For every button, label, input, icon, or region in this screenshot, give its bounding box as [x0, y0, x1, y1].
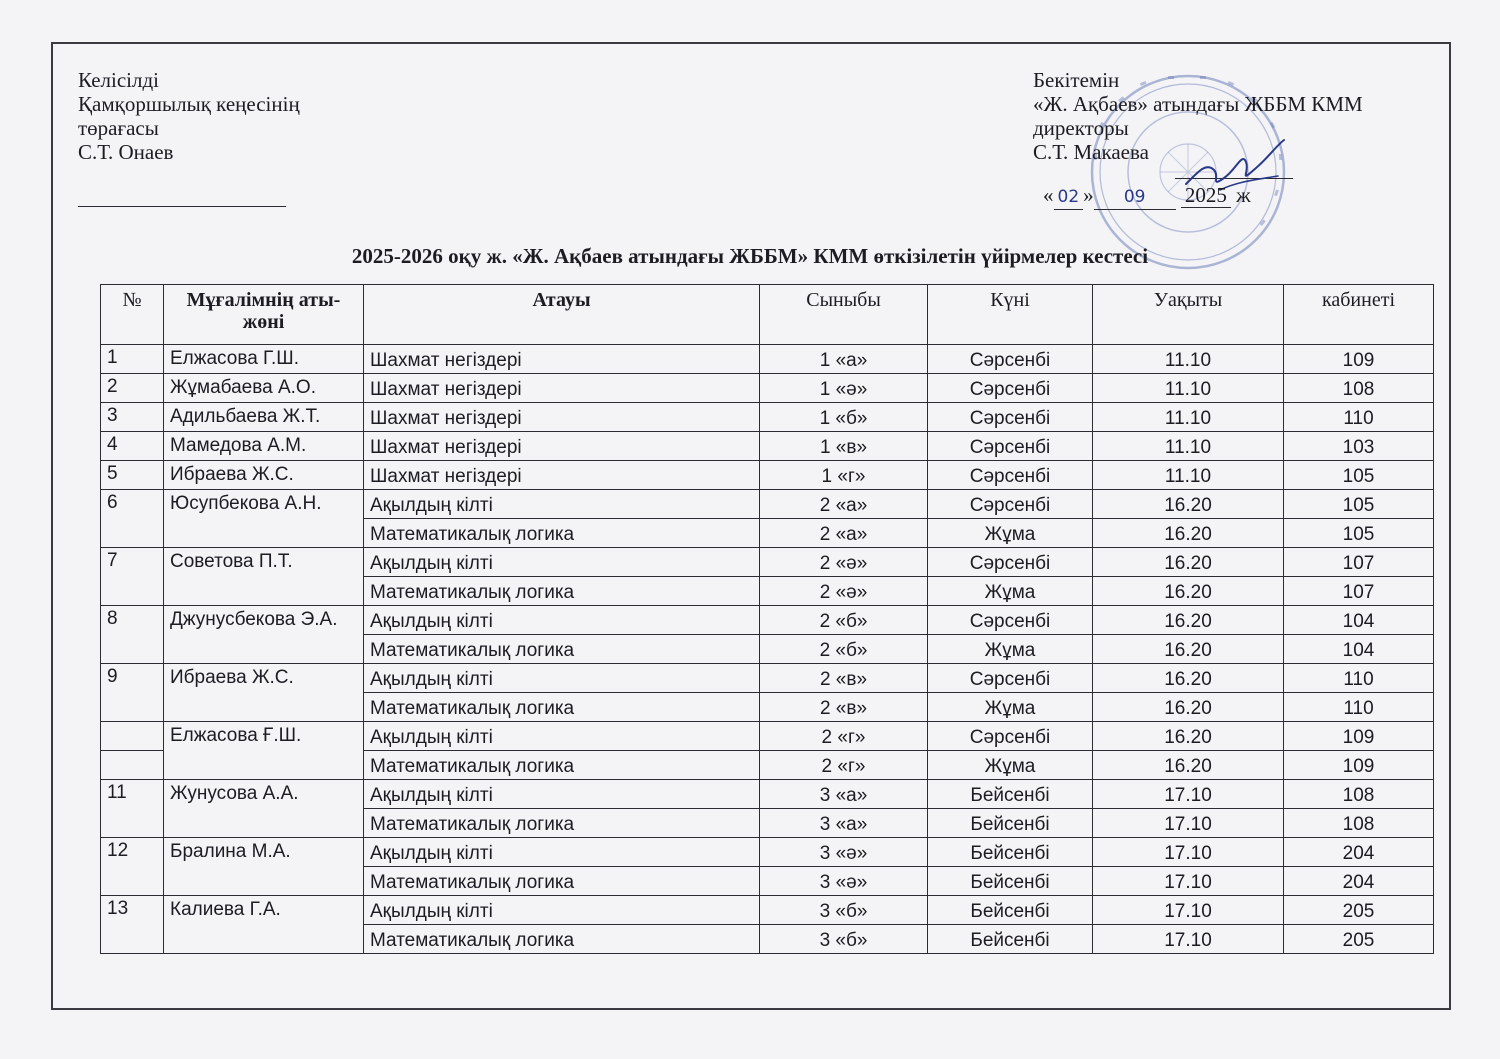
header-time: Уақыты	[1093, 285, 1284, 345]
cell-day: Бейсенбі	[928, 867, 1093, 896]
approval-right-line: Бекітемін	[1033, 68, 1120, 92]
cell-room: 110	[1284, 693, 1434, 722]
table-row	[101, 461, 1434, 490]
header-room: кабинеті	[1284, 285, 1434, 345]
cell-room: 107	[1284, 548, 1434, 577]
cell-day: Жұма	[928, 693, 1093, 722]
cell-time: 11.10	[1093, 432, 1284, 461]
cell-num: 1	[101, 345, 164, 374]
table-row	[101, 345, 1434, 374]
cell-num: 4	[101, 432, 164, 461]
cell-num: 7	[101, 548, 164, 606]
table-row	[101, 838, 1434, 867]
cell-time: 16.20	[1093, 577, 1284, 606]
cell-room: 104	[1284, 635, 1434, 664]
cell-time: 11.10	[1093, 461, 1284, 490]
date-close-quote: »	[1083, 183, 1094, 207]
table-row	[101, 374, 1434, 403]
cell-time: 16.20	[1093, 751, 1284, 780]
cell-room: 110	[1284, 664, 1434, 693]
cell-name: Ақылдың кілті	[364, 490, 760, 519]
cell-class: 2 «г»	[760, 751, 928, 780]
cell-day: Сәрсенбі	[928, 432, 1093, 461]
cell-day: Сәрсенбі	[928, 548, 1093, 577]
cell-name: Ақылдың кілті	[364, 838, 760, 867]
cell-name: Шахмат негіздері	[364, 345, 760, 374]
cell-day: Сәрсенбі	[928, 664, 1093, 693]
cell-teacher: Мамедова А.М.	[164, 432, 364, 461]
cell-class: 2 «в»	[760, 664, 928, 693]
approval-left-line: Қамқоршылық кеңесінің	[78, 92, 300, 116]
header-class: Сыныбы	[760, 285, 928, 345]
cell-class: 1 «ә»	[760, 374, 928, 403]
cell-name: Ақылдың кілті	[364, 606, 760, 635]
cell-name: Ақылдың кілті	[364, 722, 760, 751]
cell-name: Математикалық логика	[364, 867, 760, 896]
approval-left-block	[78, 68, 300, 164]
cell-time: 16.20	[1093, 519, 1284, 548]
cell-room: 110	[1284, 403, 1434, 432]
cell-day: Бейсенбі	[928, 896, 1093, 925]
cell-num: 12	[101, 838, 164, 896]
cell-teacher: Елжасова Г.Ш.	[164, 345, 364, 374]
approval-date	[1043, 183, 1251, 210]
cell-num: 8	[101, 606, 164, 664]
cell-num: 11	[101, 780, 164, 838]
cell-room: 204	[1284, 867, 1434, 896]
cell-day: Сәрсенбі	[928, 374, 1093, 403]
cell-name: Шахмат негіздері	[364, 461, 760, 490]
cell-day: Сәрсенбі	[928, 345, 1093, 374]
cell-name: Шахмат негіздері	[364, 374, 760, 403]
cell-num: 3	[101, 403, 164, 432]
cell-num: 9	[101, 664, 164, 722]
approval-right-line: директоры	[1033, 116, 1129, 140]
left-signature-line	[78, 206, 286, 207]
table-row	[101, 432, 1434, 461]
cell-time: 16.20	[1093, 693, 1284, 722]
cell-class: 3 «б»	[760, 896, 928, 925]
cell-teacher: Бралина М.А.	[164, 838, 364, 896]
table-header-row	[101, 285, 1434, 345]
approval-left-line: Келісілді	[78, 68, 159, 92]
approval-right-line: С.Т. Макаева	[1033, 140, 1149, 164]
cell-time: 16.20	[1093, 722, 1284, 751]
cell-teacher: Советова П.Т.	[164, 548, 364, 606]
cell-day: Бейсенбі	[928, 780, 1093, 809]
cell-class: 1 «в»	[760, 432, 928, 461]
cell-room: 109	[1284, 751, 1434, 780]
cell-class: 3 «б»	[760, 925, 928, 954]
cell-class: 3 «ә»	[760, 867, 928, 896]
table-row	[101, 896, 1434, 925]
cell-num	[101, 722, 164, 751]
cell-class: 2 «в»	[760, 693, 928, 722]
cell-teacher: Жұмабаева А.О.	[164, 374, 364, 403]
cell-class: 2 «а»	[760, 519, 928, 548]
approval-left-line: төрағасы	[78, 116, 159, 140]
cell-name: Ақылдың кілті	[364, 896, 760, 925]
cell-name: Математикалық логика	[364, 577, 760, 606]
cell-room: 108	[1284, 809, 1434, 838]
cell-room: 103	[1284, 432, 1434, 461]
cell-time: 17.10	[1093, 838, 1284, 867]
cell-name: Ақылдың кілті	[364, 780, 760, 809]
cell-room: 105	[1284, 461, 1434, 490]
cell-day: Сәрсенбі	[928, 606, 1093, 635]
date-year: 2025	[1181, 183, 1231, 208]
cell-name: Шахмат негіздері	[364, 403, 760, 432]
table-row	[101, 490, 1434, 519]
cell-class: 1 «б»	[760, 403, 928, 432]
cell-class: 1 «г»	[760, 461, 928, 490]
cell-time: 16.20	[1093, 548, 1284, 577]
cell-time: 17.10	[1093, 867, 1284, 896]
cell-day: Жұма	[928, 519, 1093, 548]
cell-name: Ақылдың кілті	[364, 664, 760, 693]
cell-room: 204	[1284, 838, 1434, 867]
cell-class: 2 «б»	[760, 606, 928, 635]
cell-class: 1 «а»	[760, 345, 928, 374]
date-open-quote: «	[1043, 183, 1054, 207]
approval-right-block	[1033, 68, 1363, 164]
cell-time: 11.10	[1093, 403, 1284, 432]
cell-num: 13	[101, 896, 164, 954]
cell-room: 205	[1284, 925, 1434, 954]
cell-name: Математикалық логика	[364, 809, 760, 838]
table-row	[101, 606, 1434, 635]
date-month: 09	[1094, 185, 1176, 210]
table-row	[101, 780, 1434, 809]
cell-teacher: Джунусбекова Э.А.	[164, 606, 364, 664]
header-teacher: Мұғалімнің аты-жөні	[164, 285, 364, 345]
cell-room: 108	[1284, 780, 1434, 809]
cell-teacher: Юсупбекова А.Н.	[164, 490, 364, 548]
cell-teacher: Адильбаева Ж.Т.	[164, 403, 364, 432]
page-title: 2025-2026 оқу ж. «Ж. Ақбаев атындағы ЖББМ» КММ өткізілетін үйірмелер кестесі	[351, 244, 1149, 268]
cell-room: 105	[1284, 490, 1434, 519]
cell-teacher: Ибраева Ж.С.	[164, 461, 364, 490]
cell-teacher: Елжасова Ғ.Ш.	[164, 722, 364, 780]
cell-name: Математикалық логика	[364, 693, 760, 722]
cell-time: 16.20	[1093, 606, 1284, 635]
cell-name: Математикалық логика	[364, 519, 760, 548]
cell-room: 109	[1284, 722, 1434, 751]
approval-left-line: С.Т. Онаев	[78, 140, 174, 164]
table-row	[101, 403, 1434, 432]
cell-room: 109	[1284, 345, 1434, 374]
cell-num: 2	[101, 374, 164, 403]
cell-name: Математикалық логика	[364, 925, 760, 954]
date-suffix: ж	[1236, 183, 1251, 207]
cell-class: 2 «б»	[760, 635, 928, 664]
cell-class: 2 «а»	[760, 490, 928, 519]
cell-day: Сәрсенбі	[928, 403, 1093, 432]
cell-room: 104	[1284, 606, 1434, 635]
cell-time: 11.10	[1093, 345, 1284, 374]
cell-time: 17.10	[1093, 780, 1284, 809]
cell-teacher: Ибраева Ж.С.	[164, 664, 364, 722]
cell-time: 16.20	[1093, 490, 1284, 519]
cell-name: Математикалық логика	[364, 635, 760, 664]
cell-room: 108	[1284, 374, 1434, 403]
cell-time: 17.10	[1093, 809, 1284, 838]
cell-room: 205	[1284, 896, 1434, 925]
cell-teacher: Жунусова А.А.	[164, 780, 364, 838]
cell-day: Жұма	[928, 635, 1093, 664]
cell-day: Сәрсенбі	[928, 490, 1093, 519]
cell-time: 16.20	[1093, 635, 1284, 664]
cell-day: Сәрсенбі	[928, 461, 1093, 490]
table-row	[101, 548, 1434, 577]
table-row	[101, 722, 1434, 751]
cell-name: Шахмат негіздері	[364, 432, 760, 461]
header-day: Күні	[928, 285, 1093, 345]
cell-time: 17.10	[1093, 896, 1284, 925]
cell-name: Ақылдың кілті	[364, 548, 760, 577]
header-num: №	[101, 285, 164, 345]
cell-time: 11.10	[1093, 374, 1284, 403]
cell-room: 107	[1284, 577, 1434, 606]
date-day: 02	[1054, 185, 1084, 210]
header-name: Атауы	[364, 285, 760, 345]
approval-right-line: «Ж. Ақбаев» атындағы ЖББМ КММ	[1033, 92, 1363, 116]
cell-day: Бейсенбі	[928, 925, 1093, 954]
schedule-table	[100, 284, 1434, 954]
table-row	[101, 664, 1434, 693]
cell-teacher: Калиева Г.А.	[164, 896, 364, 954]
cell-day: Сәрсенбі	[928, 722, 1093, 751]
cell-class: 3 «а»	[760, 809, 928, 838]
cell-day: Бейсенбі	[928, 838, 1093, 867]
cell-class: 3 «а»	[760, 780, 928, 809]
director-signature-line	[1175, 178, 1293, 179]
cell-name: Математикалық логика	[364, 751, 760, 780]
cell-num	[101, 751, 164, 780]
cell-day: Бейсенбі	[928, 809, 1093, 838]
cell-room: 105	[1284, 519, 1434, 548]
cell-time: 16.20	[1093, 664, 1284, 693]
cell-class: 2 «ә»	[760, 577, 928, 606]
cell-num: 6	[101, 490, 164, 548]
cell-class: 3 «ә»	[760, 838, 928, 867]
cell-class: 2 «ә»	[760, 548, 928, 577]
cell-num: 5	[101, 461, 164, 490]
cell-class: 2 «г»	[760, 722, 928, 751]
cell-time: 17.10	[1093, 925, 1284, 954]
cell-day: Жұма	[928, 577, 1093, 606]
cell-day: Жұма	[928, 751, 1093, 780]
